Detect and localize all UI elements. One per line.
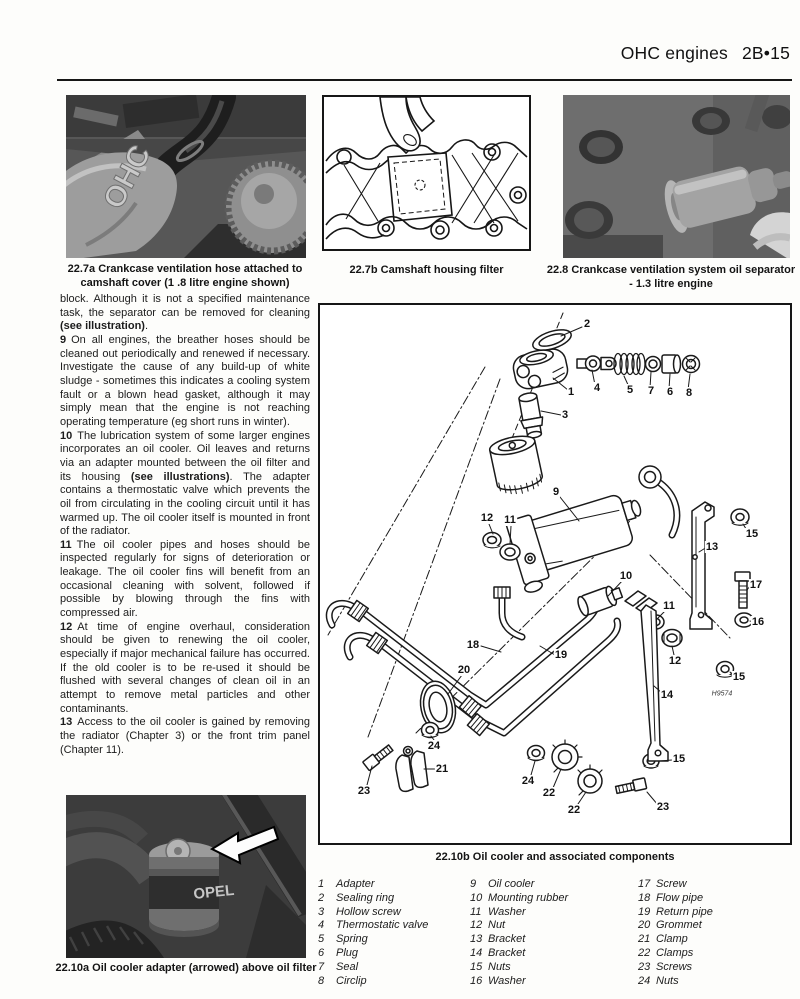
diagram-callout: 20 bbox=[457, 664, 471, 676]
diagram-callout: 19 bbox=[554, 649, 568, 661]
diagram-callout: 13 bbox=[705, 541, 719, 553]
paragraph: 13 Access to the oil cooler is gained by removing the radiator (Chapter 3) or the front trim panel (Chapter 11). bbox=[60, 716, 310, 756]
part-item: 12 Nut bbox=[470, 919, 506, 932]
part-item: 9 Oil cooler bbox=[470, 878, 535, 890]
parts-col-2 bbox=[470, 878, 638, 988]
photo-oil-separator-art bbox=[563, 95, 790, 258]
caption-2210a: 22.10a Oil cooler adapter (arrowed) above oil filter bbox=[55, 962, 317, 974]
exploded-diagram bbox=[318, 303, 792, 845]
diagram-callout: 3 bbox=[561, 409, 569, 421]
diagram-callouts bbox=[320, 305, 790, 843]
chapter-title: OHC engines bbox=[620, 43, 728, 63]
part-item: 13 Bracket bbox=[470, 933, 526, 946]
part-item: 22 Clamps bbox=[638, 946, 694, 959]
caption-2210b: 22.10b Oil cooler and associated components bbox=[435, 851, 675, 863]
opel-filter-label-text: OPEL bbox=[192, 881, 236, 903]
diagram-callout: 4 bbox=[593, 382, 601, 394]
parts-col-3 bbox=[638, 878, 792, 988]
diagram-callout: 23 bbox=[357, 785, 371, 797]
paragraph: block. Although it is not a specified maintenance task, the separator can be removed for cleaning (see illustration). bbox=[60, 293, 310, 333]
diagram-callout: 15 bbox=[732, 671, 746, 683]
diagram-callout: 11 bbox=[663, 600, 675, 612]
diagram-callout: 22 bbox=[567, 804, 581, 816]
diagram-callout: 7 bbox=[647, 385, 655, 397]
photo-oil-cooler-adapter bbox=[66, 795, 306, 958]
part-item: 4 Thermostatic valve bbox=[318, 919, 429, 932]
diagram-reference-mark: H9574 bbox=[711, 690, 733, 698]
diagram-callout: 21 bbox=[435, 763, 449, 775]
parts-list bbox=[318, 878, 792, 988]
photo-crankcase-hose-art bbox=[66, 95, 306, 258]
part-item: 7 Seal bbox=[318, 960, 359, 973]
diagram-callout: 10 bbox=[619, 570, 633, 582]
diagram-callout: 12 bbox=[480, 512, 494, 524]
diagram-callout: 15 bbox=[672, 753, 686, 765]
part-item: 14 Bracket bbox=[470, 946, 526, 959]
paragraph: 12 At time of engine overhaul, consideration should be given to renewing the oil cooler, especially if major mechanical failure has occurred. If the old cooler is to be re-used it should be flushed with several changes of clean oil in an attempt to remove metal particles and other contaminants. bbox=[60, 620, 310, 715]
camshaft-housing-drawing-art bbox=[324, 97, 529, 249]
caption-227b: 22.7b Camshaft housing filter bbox=[349, 264, 504, 276]
diagram-callout: 17 bbox=[749, 579, 763, 591]
part-item: 15 Nuts bbox=[470, 960, 511, 973]
diagram-callout: 22 bbox=[542, 787, 556, 799]
body-text bbox=[60, 293, 310, 757]
part-item: 8 Circlip bbox=[318, 974, 367, 987]
diagram-callout: 24 bbox=[427, 740, 441, 752]
part-item: 10 Mounting rubber bbox=[470, 891, 569, 904]
part-item: 23 Screws bbox=[638, 960, 693, 973]
diagram-callout: 2 bbox=[583, 318, 591, 330]
diagram-callout: 11 bbox=[504, 514, 516, 526]
part-item: 20 Grommet bbox=[638, 919, 702, 932]
part-item: 11 Washer bbox=[470, 905, 526, 918]
diagram-callout: 16 bbox=[751, 616, 765, 628]
part-item: 3 Hollow screw bbox=[318, 905, 401, 918]
part-item: 17 Screw bbox=[638, 878, 687, 890]
diagram-callout: 1 bbox=[567, 386, 575, 398]
diagram-callout: 15 bbox=[745, 528, 759, 540]
paragraph: 9 On all engines, the breather hoses should be cleaned out periodically and renewed if necessary. Investigate the cause of any build-up of white sludge - sometimes this indicates a cooling system fault or a blown head gasket, although it may simply mean that the engine is not reaching operating temperature (eg short runs in winter). bbox=[60, 333, 310, 428]
drawing-camshaft-housing-filter bbox=[322, 95, 531, 251]
part-item: 21 Clamp bbox=[638, 933, 688, 946]
part-item: 2 Sealing ring bbox=[318, 891, 395, 904]
diagram-callout: 23 bbox=[656, 801, 670, 813]
part-item: 16 Washer bbox=[470, 974, 526, 987]
photo-oil-cooler-adapter-art bbox=[66, 795, 306, 958]
diagram-callout: 12 bbox=[668, 655, 682, 667]
parts-col-1 bbox=[318, 878, 470, 988]
photo-crankcase-hose bbox=[66, 95, 306, 258]
part-item: 19 Return pipe bbox=[638, 905, 713, 918]
photo-oil-separator bbox=[563, 95, 790, 258]
paragraph: 11 The oil cooler pipes and hoses should be inspected regularly for signs of deterioration or leakage. The oil cooler fins will benefit from an occasional cleaning with solvent, followed if possible by blowing through the fins with compressed air. bbox=[60, 538, 310, 620]
header-rule bbox=[57, 79, 792, 81]
page-header bbox=[621, 43, 790, 64]
diagram-callout: 18 bbox=[466, 639, 480, 651]
caption-228: 22.8 Crankcase ventilation system oil separator - 1.3 litre engine bbox=[546, 264, 796, 290]
diagram-callout: 6 bbox=[666, 386, 674, 398]
diagram-callout: 5 bbox=[626, 384, 634, 396]
part-item: 6 Plug bbox=[318, 946, 359, 959]
ohc-embossed-text: OHC bbox=[97, 139, 158, 215]
diagram-callout: 9 bbox=[552, 486, 560, 498]
diagram-callout: 14 bbox=[660, 689, 674, 701]
part-item: 1 Adapter bbox=[318, 878, 375, 890]
part-item: 24 Nuts bbox=[638, 974, 679, 987]
caption-227a: 22.7a Crankcase ventilation hose attached to camshaft cover (1 .8 litre engine shown) bbox=[67, 263, 303, 289]
part-item: 18 Flow pipe bbox=[638, 891, 704, 904]
part-item: 5 Spring bbox=[318, 933, 368, 946]
diagram-callout: 24 bbox=[521, 775, 535, 787]
diagram-callout: 8 bbox=[685, 387, 693, 399]
paragraph: 10 The lubrication system of some larger engines incorporates an oil cooler. Oil leaves and returns via an adapter mounted between the oil filter and its housing (see illustrations). The adapter contains a thermostatic valve which prevents the oil from circulating in the cooling circuit until it has warmed up. The oil cooler itself is mounted in front of the radiator. bbox=[60, 429, 310, 538]
page-number: 2B•15 bbox=[742, 43, 790, 63]
